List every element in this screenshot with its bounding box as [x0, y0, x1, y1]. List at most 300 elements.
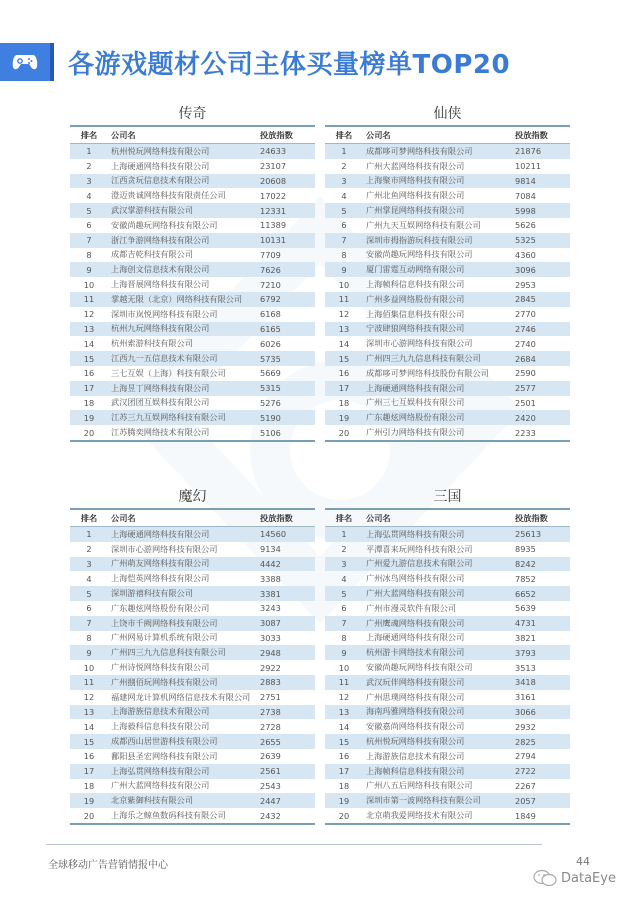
- table-row: [70, 631, 315, 646]
- table-row: [325, 351, 570, 366]
- rank-cell: 20: [83, 427, 95, 438]
- index-cell: 10131: [257, 233, 315, 248]
- table-row: [325, 218, 570, 233]
- company-cell: 广州四三九九信息科技有限公司: [108, 645, 257, 660]
- company-cell: 深圳市心游网络科技有限公司: [111, 543, 218, 554]
- rank-cell: 9: [70, 262, 108, 277]
- company-cell: 宁波肆狼网络科技有限公司: [363, 322, 512, 337]
- table-row: [325, 144, 570, 159]
- table-row: [325, 233, 570, 248]
- company-cell: 安徽尚趣玩网络科技有限公司: [111, 219, 218, 230]
- index-cell: 2590: [515, 368, 536, 379]
- rank-cell: 12: [338, 309, 350, 320]
- rank-cell: 2: [86, 544, 92, 555]
- table-row: [70, 410, 315, 425]
- company-cell: 杭州游卡网络技术有限公司: [363, 645, 512, 660]
- rank-cell: 14: [83, 338, 95, 349]
- table-row: [70, 542, 315, 557]
- table-row: [70, 351, 315, 366]
- index-cell: 2447: [257, 793, 315, 808]
- rank-cell: 17: [325, 381, 363, 396]
- rank-cell: 15: [70, 351, 108, 366]
- table-row: [325, 779, 570, 794]
- company-cell: 北京萌我爱网络技术有限公司: [366, 810, 473, 821]
- company-cell: 平潭喜来玩网络科技有限公司: [366, 543, 473, 554]
- table-row: [325, 601, 570, 616]
- column-header-company: 公司名: [363, 509, 512, 527]
- table-row: [70, 218, 315, 233]
- index-cell: 8242: [512, 557, 570, 572]
- table-row: [70, 262, 315, 277]
- index-cell: 4442: [257, 557, 315, 572]
- table-row: [325, 292, 570, 307]
- index-cell: 4731: [512, 616, 570, 631]
- rank-cell: 14: [338, 338, 350, 349]
- company-cell: 上海恺英网络科技有限公司: [111, 573, 210, 584]
- rank-cell: 1: [325, 527, 363, 542]
- company-cell: 广州三七互娱科技有限公司: [366, 397, 465, 408]
- company-cell: 掌越无限（北京）网络科技有限公司: [108, 292, 257, 307]
- company-cell: 武汉玩伴网络科技有限公司: [363, 675, 512, 690]
- rank-cell: 8: [86, 632, 92, 643]
- table-row: [325, 749, 570, 764]
- table-row: [325, 410, 570, 425]
- index-cell: 6792: [257, 292, 315, 307]
- rank-cell: 5: [70, 586, 108, 601]
- table-row: [325, 542, 570, 557]
- table-row: [325, 248, 570, 263]
- index-cell: 12331: [257, 203, 315, 218]
- company-cell: 上海弘贯网络科技有限公司: [363, 527, 512, 542]
- company-cell: 广州四三九九信息科技有限公司: [363, 351, 512, 366]
- ranking-table: [325, 508, 570, 825]
- company-cell: 广东趣炫网络股份有限公司: [363, 410, 512, 425]
- table-row: [325, 808, 570, 824]
- index-cell: 24633: [257, 144, 315, 159]
- table-row: [325, 645, 570, 660]
- index-cell: 2746: [512, 322, 570, 337]
- index-cell: 2770: [515, 309, 536, 320]
- company-cell: 鄱阳县圣宏网络科技有限公司: [111, 750, 218, 761]
- company-cell: 广州多益网络股份有限公司: [363, 292, 512, 307]
- brand-watermark: [532, 868, 616, 888]
- rank-cell: 11: [325, 675, 363, 690]
- rank-cell: 20: [338, 810, 350, 821]
- company-cell: 杭州悦玩网络科技有限公司: [363, 734, 512, 749]
- index-cell: 3381: [257, 586, 315, 601]
- index-cell: 5735: [257, 351, 315, 366]
- company-cell: 上海帧科信息科技有限公司: [363, 764, 512, 779]
- index-cell: 3418: [512, 675, 570, 690]
- index-cell: 6168: [260, 309, 281, 320]
- rank-cell: 6: [86, 603, 92, 614]
- table-row: [70, 292, 315, 307]
- panel-title: 魔幻: [178, 489, 207, 505]
- company-cell: 上海聚市网络科技有限公司: [363, 174, 512, 189]
- index-cell: 5325: [512, 233, 570, 248]
- brand-name: DataEye: [561, 870, 616, 886]
- rank-cell: 7: [325, 233, 363, 248]
- index-cell: 3033: [260, 632, 281, 643]
- company-cell: 安徽嘉尚网络科技有限公司: [366, 721, 465, 732]
- rank-cell: 5: [325, 203, 363, 218]
- panel-title: 传奇: [178, 106, 207, 122]
- rank-cell: 10: [338, 662, 350, 673]
- rank-cell: 11: [70, 292, 108, 307]
- table-row: [70, 174, 315, 189]
- table-row: [325, 616, 570, 631]
- table-row: [325, 336, 570, 351]
- panel-title: 仙侠: [433, 106, 462, 122]
- index-cell: 3513: [515, 662, 536, 673]
- table-row: [325, 322, 570, 337]
- company-cell: 成都西山居世游科技有限公司: [108, 734, 257, 749]
- rank-cell: 4: [341, 573, 347, 584]
- rank-cell: 20: [83, 810, 95, 821]
- table-row: [70, 381, 315, 396]
- table-row: [70, 366, 315, 381]
- table-row: [70, 586, 315, 601]
- rank-cell: 18: [338, 397, 350, 408]
- company-cell: 安徽尚趣玩网络科技有限公司: [366, 249, 473, 260]
- rank-cell: 2: [341, 161, 347, 172]
- rank-cell: 1: [325, 144, 363, 159]
- rank-cell: 10: [338, 279, 350, 290]
- index-cell: 2233: [515, 427, 536, 438]
- index-cell: 3161: [515, 692, 536, 703]
- table-row: [70, 645, 315, 660]
- table-row: [70, 779, 315, 794]
- table-row: [70, 734, 315, 749]
- company-cell: 深圳市岚悦网络科技有限公司: [111, 308, 218, 319]
- table-row: [70, 601, 315, 616]
- column-header-company: 公司名: [108, 509, 257, 527]
- company-cell: 广州八五后网络科技有限公司: [366, 780, 473, 791]
- company-cell: 北京紫御科技有限公司: [108, 793, 257, 808]
- table-row: [70, 233, 315, 248]
- index-cell: 2639: [260, 751, 281, 762]
- index-cell: 3793: [512, 645, 570, 660]
- rank-cell: 3: [70, 557, 108, 572]
- rank-cell: 16: [338, 368, 350, 379]
- column-header-company: 公司名: [108, 126, 257, 144]
- table-row: [325, 527, 570, 542]
- index-cell: 17022: [260, 190, 287, 201]
- rank-cell: 16: [338, 751, 350, 762]
- rank-cell: 15: [325, 351, 363, 366]
- company-cell: 广州引力网络科技有限公司: [366, 427, 465, 438]
- rank-cell: 19: [325, 793, 363, 808]
- company-cell: 浙江争游网络科技有限公司: [108, 233, 257, 248]
- company-cell: 上海硬通网络科技有限公司: [111, 160, 210, 171]
- rank-cell: 13: [70, 322, 108, 337]
- table-row: [325, 675, 570, 690]
- company-cell: 深圳市第一波网络科技有限公司: [363, 793, 512, 808]
- company-cell: 杭州九玩网络科技有限公司: [108, 322, 257, 337]
- table-row: [325, 557, 570, 572]
- index-cell: 23107: [260, 161, 287, 172]
- table-row: [70, 203, 315, 218]
- table-row: [70, 675, 315, 690]
- index-cell: 2794: [515, 751, 536, 762]
- table-row: [70, 690, 315, 705]
- table-row: [70, 705, 315, 720]
- rank-cell: 12: [83, 692, 95, 703]
- company-cell: 上海佰集信息科技有限公司: [366, 308, 465, 319]
- rank-cell: 4: [341, 190, 347, 201]
- table-row: [325, 690, 570, 705]
- company-cell: 上海毅科信息科技有限公司: [111, 721, 210, 732]
- table-row: [70, 277, 315, 292]
- rank-cell: 3: [325, 174, 363, 189]
- ranking-panel-sanguo: [325, 486, 570, 825]
- rank-cell: 9: [325, 262, 363, 277]
- rank-cell: 18: [83, 397, 95, 408]
- company-cell: 上海游族信息技术有限公司: [366, 750, 465, 761]
- table-row: [70, 749, 315, 764]
- rank-cell: 16: [83, 751, 95, 762]
- table-row: [70, 793, 315, 808]
- rank-cell: 6: [341, 603, 347, 614]
- company-cell: 杭州索游科技有限公司: [111, 338, 193, 349]
- table-row: [325, 188, 570, 203]
- ranking-table: [70, 508, 315, 825]
- rank-cell: 15: [70, 734, 108, 749]
- rank-cell: 12: [83, 309, 95, 320]
- table-row: [70, 144, 315, 159]
- company-cell: 上海晋展网络科技有限公司: [111, 279, 210, 290]
- company-cell: 上海游族信息技术有限公司: [108, 705, 257, 720]
- index-cell: 6026: [260, 338, 281, 349]
- table-row: [325, 425, 570, 441]
- company-cell: 上海硬通网络科技有限公司: [363, 381, 512, 396]
- rank-cell: 16: [83, 368, 95, 379]
- index-cell: 5276: [260, 397, 281, 408]
- rank-cell: 8: [341, 249, 347, 260]
- company-cell: 海南玛雅网络科技有限公司: [363, 705, 512, 720]
- index-cell: 2845: [512, 292, 570, 307]
- table-row: [70, 396, 315, 411]
- table-row: [325, 277, 570, 292]
- index-cell: 2738: [257, 705, 315, 720]
- rank-cell: 9: [70, 645, 108, 660]
- rank-cell: 6: [341, 220, 347, 231]
- wechat-icon: [532, 868, 558, 888]
- rank-cell: 5: [325, 586, 363, 601]
- company-cell: 广州市漫灵软件有限公司: [366, 602, 457, 613]
- index-cell: 14560: [257, 527, 315, 542]
- rank-cell: 14: [338, 721, 350, 732]
- column-header-company: 公司名: [363, 126, 512, 144]
- column-header-rank: 排名: [325, 126, 363, 144]
- index-cell: 2825: [512, 734, 570, 749]
- index-cell: 2932: [515, 721, 536, 732]
- rank-cell: 8: [341, 632, 347, 643]
- rank-cell: 4: [86, 573, 92, 584]
- index-cell: 2883: [257, 675, 315, 690]
- table-row: [70, 616, 315, 631]
- table-row: [70, 527, 315, 542]
- rank-cell: 10: [83, 279, 95, 290]
- table-row: [70, 557, 315, 572]
- index-cell: 3087: [257, 616, 315, 631]
- index-cell: 11389: [260, 220, 287, 231]
- company-cell: 成都哆可梦网络科技股份有限公司: [366, 367, 489, 378]
- index-cell: 7852: [515, 573, 536, 584]
- company-cell: 广州大蓝网络科技有限公司: [366, 160, 465, 171]
- index-cell: 7210: [260, 279, 281, 290]
- company-cell: 三七互娱（上海）科技有限公司: [111, 367, 226, 378]
- index-cell: 2057: [512, 793, 570, 808]
- table-row: [70, 660, 315, 675]
- rank-cell: 7: [325, 616, 363, 631]
- rank-cell: 12: [338, 692, 350, 703]
- column-header-rank: 排名: [70, 126, 108, 144]
- table-row: [70, 336, 315, 351]
- index-cell: 5106: [260, 427, 281, 438]
- rank-cell: 7: [70, 233, 108, 248]
- index-cell: 7626: [257, 262, 315, 277]
- footer-org: 全球移动广告营销情报中心: [48, 860, 168, 871]
- column-header-index: 投放指数: [257, 509, 315, 527]
- table-row: [70, 719, 315, 734]
- company-cell: 上海帧科信息科技有限公司: [366, 279, 465, 290]
- index-cell: 5998: [512, 203, 570, 218]
- rank-cell: 11: [70, 675, 108, 690]
- index-cell: 5190: [257, 410, 315, 425]
- index-cell: 3388: [260, 573, 281, 584]
- rank-cell: 4: [86, 190, 92, 201]
- rank-cell: 10: [83, 662, 95, 673]
- rank-cell: 13: [325, 705, 363, 720]
- index-cell: 8935: [515, 544, 536, 555]
- table-row: [325, 705, 570, 720]
- rank-cell: 14: [83, 721, 95, 732]
- table-row: [70, 307, 315, 322]
- company-cell: 上饶市千阙网络科技有限公司: [108, 616, 257, 631]
- rank-cell: 7: [70, 616, 108, 631]
- company-cell: 厦门雷霆互动网络有限公司: [363, 262, 512, 277]
- company-cell: 武汉团团互娱科技有限公司: [111, 397, 210, 408]
- table-row: [70, 764, 315, 779]
- table-header-row: [325, 509, 570, 527]
- company-cell: 江苏三九互娱网络科技有限公司: [108, 410, 257, 425]
- rank-cell: 1: [70, 144, 108, 159]
- table-row: [325, 174, 570, 189]
- index-cell: 20608: [257, 174, 315, 189]
- company-cell: 广东趣炫网络股份有限公司: [111, 602, 210, 613]
- table-row: [325, 396, 570, 411]
- index-cell: 2267: [515, 780, 536, 791]
- rank-cell: 19: [325, 410, 363, 425]
- index-cell: 3066: [512, 705, 570, 720]
- company-cell: 广州掌昆网络科技有限公司: [363, 203, 512, 218]
- company-cell: 上海乐之鲸鱼数码科技有限公司: [111, 810, 226, 821]
- index-cell: 2953: [515, 279, 536, 290]
- index-cell: 2728: [260, 721, 281, 732]
- company-cell: 江西九一五信息技术有限公司: [108, 351, 257, 366]
- panel-title: 三国: [433, 489, 462, 505]
- column-header-index: 投放指数: [512, 126, 570, 144]
- index-cell: 5626: [515, 220, 536, 231]
- company-cell: 广州网易计算机系统有限公司: [111, 632, 218, 643]
- index-cell: 2543: [260, 780, 281, 791]
- index-cell: 5315: [257, 381, 315, 396]
- title-icon-block: [0, 43, 54, 81]
- table-row: [70, 425, 315, 441]
- company-cell: 上海创文信息技术有限公司: [108, 262, 257, 277]
- index-cell: 4360: [515, 249, 536, 260]
- index-cell: 6652: [512, 586, 570, 601]
- index-cell: 21876: [512, 144, 570, 159]
- index-cell: 9814: [512, 174, 570, 189]
- ranking-table: [325, 125, 570, 442]
- gamepad-icon: [12, 53, 38, 71]
- column-header-index: 投放指数: [257, 126, 315, 144]
- ranking-panel-chuanqi: [70, 103, 315, 442]
- company-cell: 广州大蓝网络科技有限公司: [363, 586, 512, 601]
- rank-cell: 13: [70, 705, 108, 720]
- rank-cell: 17: [70, 764, 108, 779]
- rank-cell: 1: [70, 527, 108, 542]
- rank-cell: 13: [325, 322, 363, 337]
- index-cell: 7709: [260, 249, 281, 260]
- company-cell: 武汉掌游科技有限公司: [108, 203, 257, 218]
- company-cell: 广州冰鸟网络科技有限公司: [366, 573, 465, 584]
- index-cell: 5669: [260, 368, 281, 379]
- table-row: [70, 808, 315, 824]
- table-row: [70, 188, 315, 203]
- company-cell: 成都吉乾科技有限公司: [111, 249, 193, 260]
- table-row: [325, 660, 570, 675]
- rank-cell: 2: [341, 544, 347, 555]
- company-cell: 杭州悦玩网络科技有限公司: [108, 144, 257, 159]
- page-number: 44: [576, 855, 590, 868]
- table-header-row: [325, 126, 570, 144]
- table-row: [325, 571, 570, 586]
- company-cell: 广州爱九游信息技术有限公司: [363, 557, 512, 572]
- index-cell: 2420: [512, 410, 570, 425]
- table-header-row: [70, 509, 315, 527]
- company-cell: 上海昱丁网络科技有限公司: [108, 381, 257, 396]
- company-cell: 上海弘贯网络科技有限公司: [108, 764, 257, 779]
- footer-divider: [46, 844, 542, 845]
- company-cell: 深圳市拇指游玩科技有限公司: [363, 233, 512, 248]
- index-cell: 2948: [257, 645, 315, 660]
- index-cell: 7084: [515, 190, 536, 201]
- index-cell: 2432: [260, 810, 281, 821]
- table-row: [325, 793, 570, 808]
- ranking-table: [70, 125, 315, 442]
- table-row: [70, 571, 315, 586]
- column-header-rank: 排名: [70, 509, 108, 527]
- company-cell: 江西贪玩信息技术有限公司: [108, 174, 257, 189]
- table-row: [325, 719, 570, 734]
- index-cell: 3821: [515, 632, 536, 643]
- company-cell: 澄迈贵诚网络科技有限责任公司: [111, 190, 226, 201]
- index-cell: 6165: [257, 322, 315, 337]
- table-row: [325, 586, 570, 601]
- column-header-index: 投放指数: [512, 509, 570, 527]
- ranking-panel-mohuan: [70, 486, 315, 825]
- company-cell: 广州鹰魂网络科技有限公司: [363, 616, 512, 631]
- table-row: [325, 159, 570, 174]
- rank-cell: 3: [70, 174, 108, 189]
- index-cell: 2684: [512, 351, 570, 366]
- rank-cell: 18: [83, 780, 95, 791]
- index-cell: 5639: [515, 603, 536, 614]
- rank-cell: 11: [325, 292, 363, 307]
